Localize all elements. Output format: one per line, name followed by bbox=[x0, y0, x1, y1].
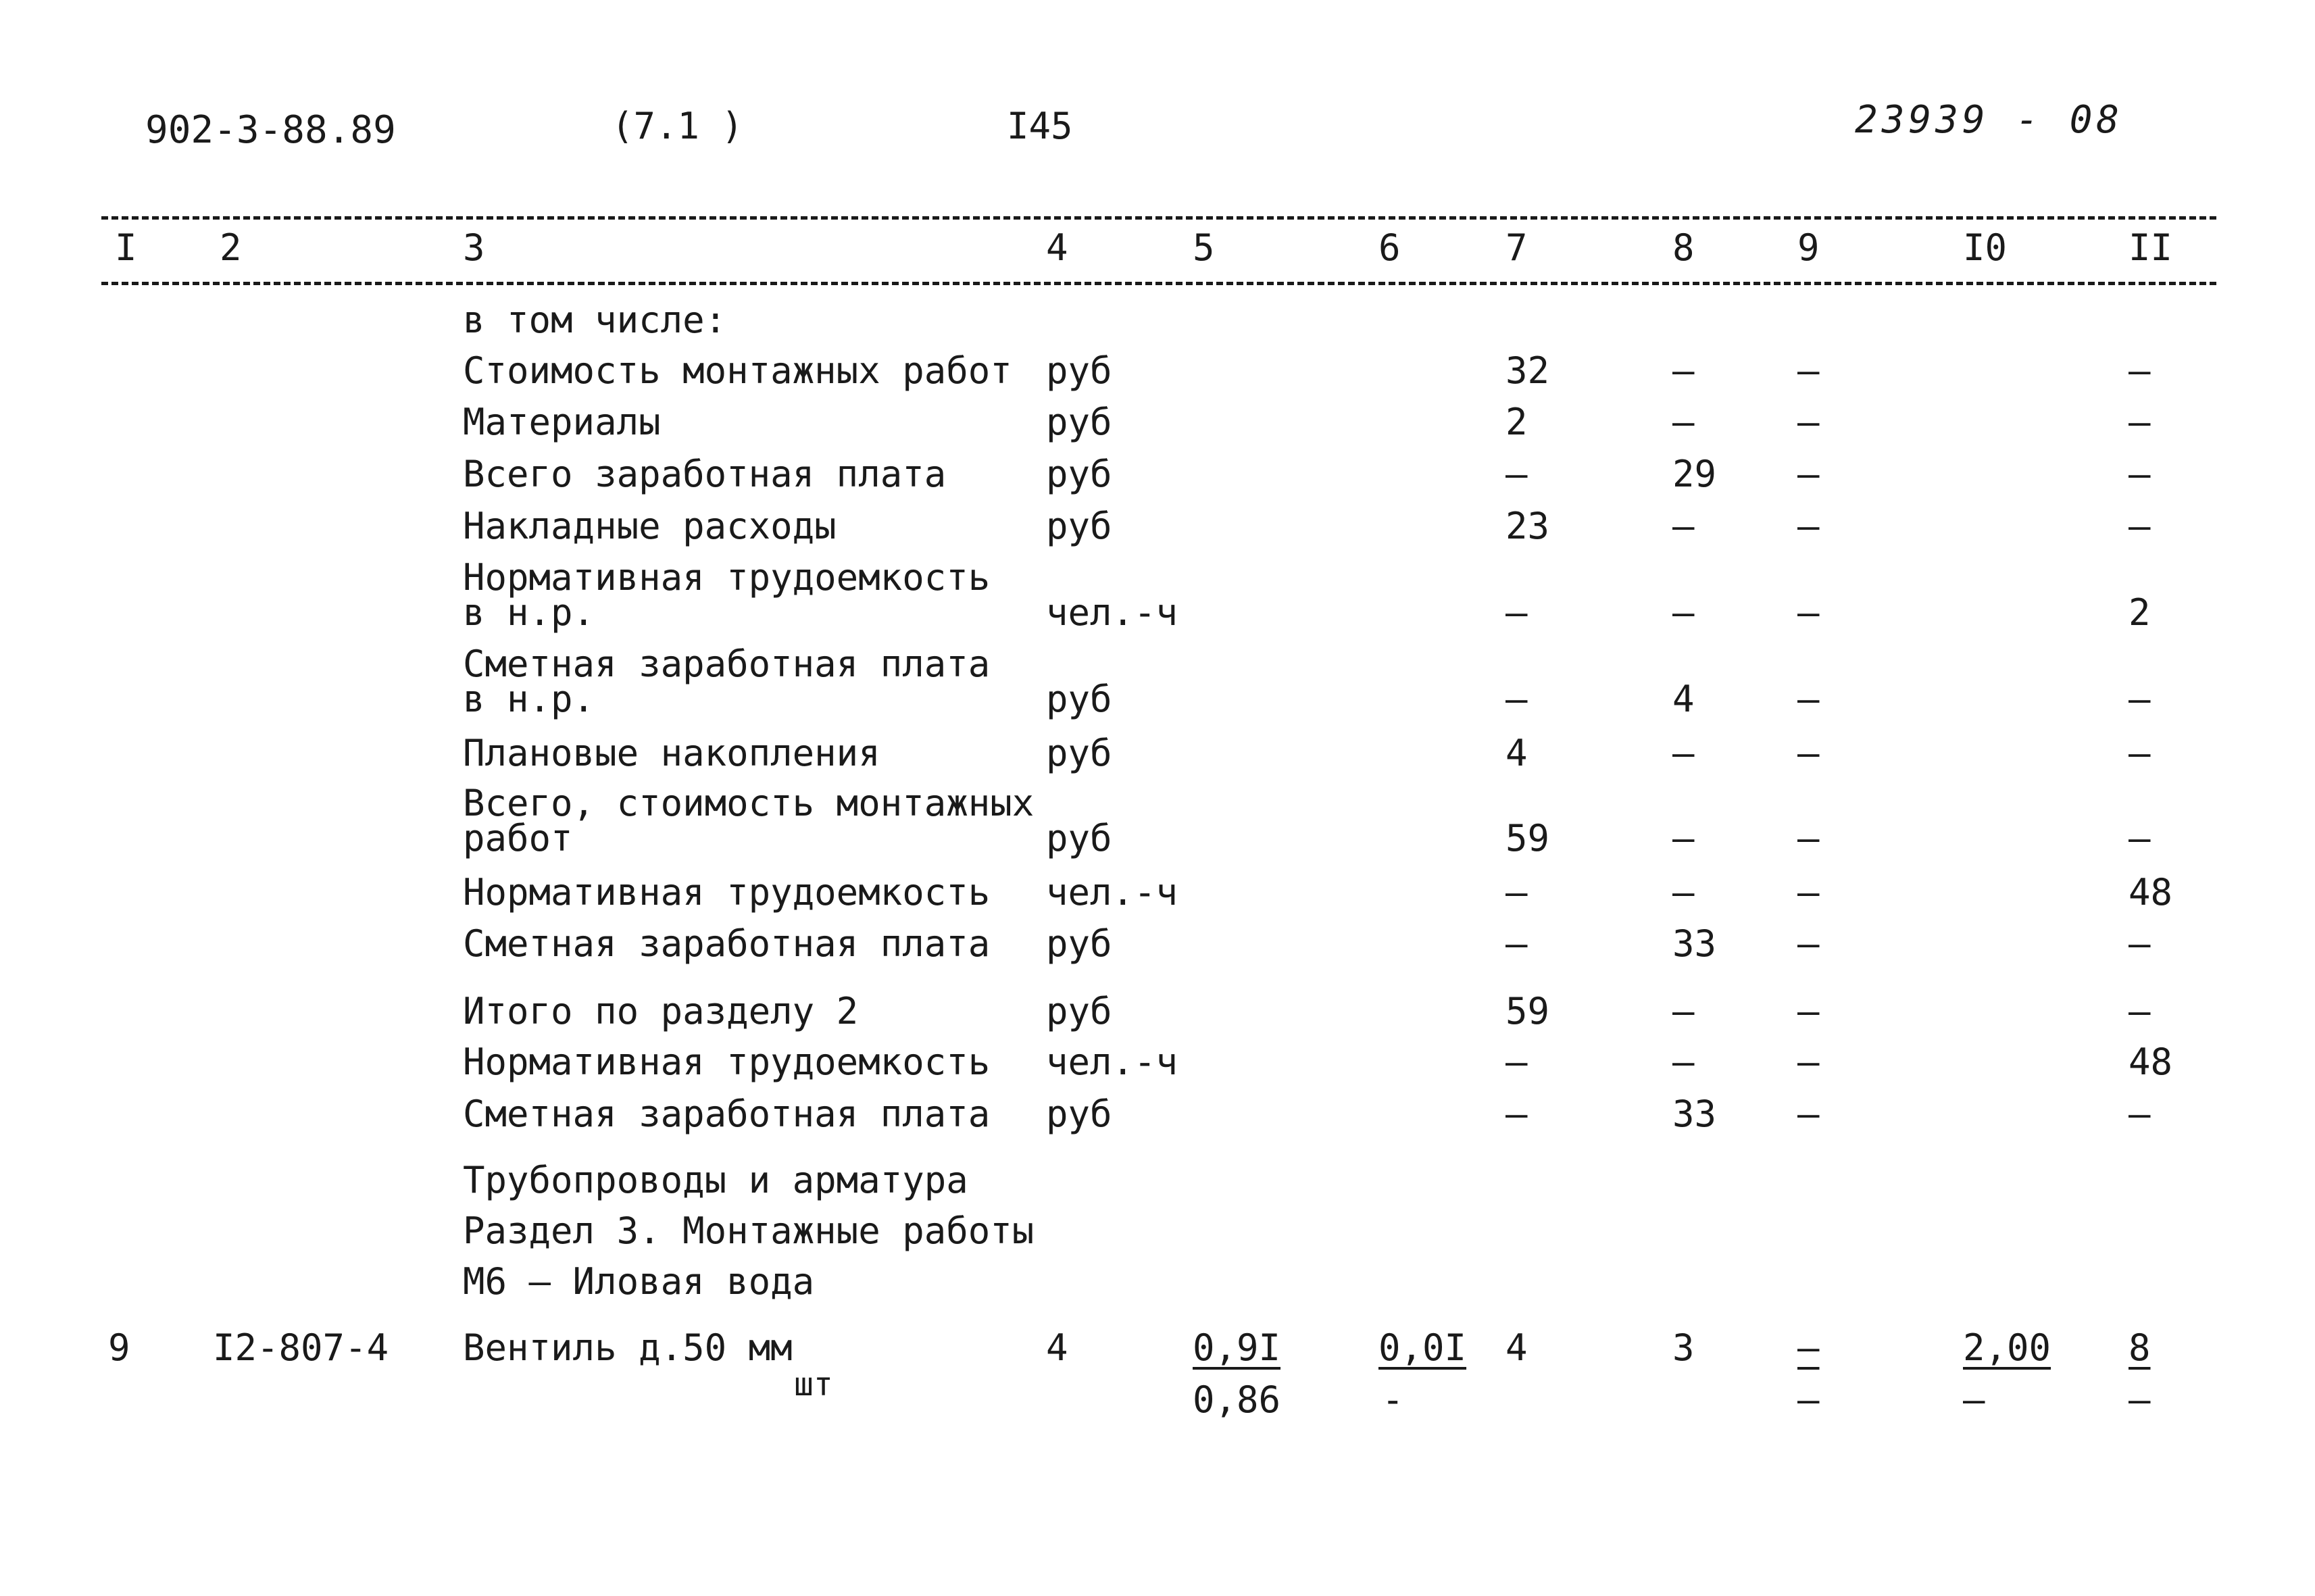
row-label: Итого по разделу 2 bbox=[463, 990, 859, 1032]
column-header-6: 6 bbox=[1378, 226, 1401, 269]
row-col11: – bbox=[2129, 678, 2151, 720]
item-name: Вентиль д.50 мм bbox=[463, 1326, 793, 1369]
row-col8: 33 bbox=[1672, 1093, 1717, 1135]
row-col9: – bbox=[1797, 732, 1820, 774]
column-header-4: 4 bbox=[1046, 226, 1068, 269]
row-label: Сметная заработная плата bbox=[463, 1093, 991, 1135]
row-unit: руб bbox=[1046, 922, 1112, 965]
row-unit: руб bbox=[1046, 817, 1112, 859]
row-label-continued: в н.р. bbox=[463, 591, 595, 634]
column-header-8: 8 bbox=[1672, 226, 1695, 269]
item-col9-bottom: – bbox=[1797, 1378, 1820, 1421]
row-unit: чел.-ч bbox=[1046, 591, 1178, 634]
row-label: Нормативная трудоемкость bbox=[463, 1041, 991, 1083]
row-col8: – bbox=[1672, 401, 1695, 443]
row-unit: руб bbox=[1046, 990, 1112, 1032]
row-col9: – bbox=[1797, 871, 1820, 914]
row-unit: руб bbox=[1046, 505, 1112, 547]
row-col7: – bbox=[1505, 678, 1528, 720]
row-col8: – bbox=[1672, 732, 1695, 774]
row-label: Сметная заработная плата bbox=[463, 643, 991, 685]
row-col11: – bbox=[2129, 349, 2151, 392]
row-col8: – bbox=[1672, 871, 1695, 914]
column-header-1: I bbox=[115, 226, 137, 269]
row-col7: 59 bbox=[1505, 990, 1550, 1032]
item-col9-top: – bbox=[1797, 1326, 1820, 1369]
column-header-10: I0 bbox=[1963, 226, 2008, 269]
row-col8: – bbox=[1672, 505, 1695, 547]
row-col8: 29 bbox=[1672, 453, 1717, 495]
column-header-9: 9 bbox=[1797, 226, 1820, 269]
row-col8: – bbox=[1672, 817, 1695, 859]
row-col9: – bbox=[1797, 1041, 1820, 1083]
item-code: I2-807-4 bbox=[213, 1326, 389, 1369]
item-col8: 3 bbox=[1672, 1326, 1695, 1369]
row-unit: руб bbox=[1046, 401, 1112, 443]
row-label: Всего, стоимость монтажных bbox=[463, 782, 1035, 824]
row-label: Нормативная трудоемкость bbox=[463, 556, 991, 599]
section-subtitle-2: Раздел 3. Монтажные работы bbox=[463, 1210, 1035, 1252]
row-col7: 32 bbox=[1505, 349, 1550, 392]
row-label-continued: работ bbox=[463, 817, 573, 859]
row-col9: – bbox=[1797, 349, 1820, 392]
row-col9: – bbox=[1797, 678, 1820, 720]
header-bottom-rule bbox=[101, 282, 2216, 285]
row-col11: – bbox=[2129, 1093, 2151, 1135]
row-col7: – bbox=[1505, 453, 1528, 495]
row-col11: – bbox=[2129, 401, 2151, 443]
row-unit: чел.-ч bbox=[1046, 871, 1178, 914]
row-col9: – bbox=[1797, 505, 1820, 547]
row-col7: 59 bbox=[1505, 817, 1550, 859]
inventory-number: 23939 - 08 bbox=[1855, 98, 2124, 142]
row-col11: – bbox=[2129, 453, 2151, 495]
header-top-rule bbox=[101, 216, 2216, 220]
item-col5-bottom: 0,86 bbox=[1193, 1378, 1281, 1421]
item-col10-bottom: – bbox=[1963, 1378, 1985, 1421]
row-col7: – bbox=[1505, 591, 1528, 634]
item-col7: 4 bbox=[1505, 1326, 1528, 1369]
row-col9: – bbox=[1797, 990, 1820, 1032]
row-unit: руб bbox=[1046, 732, 1112, 774]
row-col7: 4 bbox=[1505, 732, 1528, 774]
row-col9: – bbox=[1797, 401, 1820, 443]
row-col8: – bbox=[1672, 1041, 1695, 1083]
row-col9: – bbox=[1797, 922, 1820, 965]
item-quantity: 4 bbox=[1046, 1326, 1068, 1369]
row-col9: – bbox=[1797, 817, 1820, 859]
row-unit: чел.-ч bbox=[1046, 1041, 1178, 1083]
row-col9: – bbox=[1797, 453, 1820, 495]
row-unit: руб bbox=[1046, 1093, 1112, 1135]
row-col11: – bbox=[2129, 990, 2151, 1032]
row-label: Материалы bbox=[463, 401, 661, 443]
row-label: в том числе: bbox=[463, 299, 727, 341]
row-label: Плановые накопления bbox=[463, 732, 880, 774]
row-col11: – bbox=[2129, 817, 2151, 859]
item-unit: шт bbox=[794, 1366, 833, 1403]
row-label: Сметная заработная плата bbox=[463, 922, 991, 965]
section-subtitle-3: М6 – Иловая вода bbox=[463, 1260, 815, 1303]
row-unit: руб bbox=[1046, 349, 1112, 392]
item-col11-top: 8 bbox=[2129, 1326, 2151, 1369]
row-col8: 33 bbox=[1672, 922, 1717, 965]
row-col7: 2 bbox=[1505, 401, 1528, 443]
section-subtitle-1: Трубопроводы и арматура bbox=[463, 1159, 968, 1201]
item-col11-bottom: – bbox=[2129, 1378, 2151, 1421]
album-number: (7.1 ) bbox=[612, 105, 744, 147]
column-header-5: 5 bbox=[1193, 226, 1215, 269]
row-unit: руб bbox=[1046, 678, 1112, 720]
row-col11: – bbox=[2129, 922, 2151, 965]
row-col11: – bbox=[2129, 505, 2151, 547]
row-label: Стоимость монтажных работ bbox=[463, 349, 1012, 392]
row-col8: – bbox=[1672, 591, 1695, 634]
row-unit: руб bbox=[1046, 453, 1112, 495]
item-col5-top: 0,9I bbox=[1193, 1326, 1281, 1369]
row-col9: – bbox=[1797, 1093, 1820, 1135]
column-header-3: 3 bbox=[463, 226, 485, 269]
row-col8: 4 bbox=[1672, 678, 1695, 720]
column-header-7: 7 bbox=[1505, 226, 1528, 269]
row-label: Всего заработная плата bbox=[463, 453, 947, 495]
row-col8: – bbox=[1672, 349, 1695, 392]
row-col7: – bbox=[1505, 922, 1528, 965]
row-col8: – bbox=[1672, 990, 1695, 1032]
item-number: 9 bbox=[108, 1326, 130, 1369]
row-col11: 48 bbox=[2129, 871, 2173, 914]
row-col7: – bbox=[1505, 1093, 1528, 1135]
row-col11: – bbox=[2129, 732, 2151, 774]
item-col6-bottom: - bbox=[1382, 1378, 1404, 1421]
row-col9: – bbox=[1797, 591, 1820, 634]
row-col11: 2 bbox=[2129, 591, 2151, 634]
row-label-continued: в н.р. bbox=[463, 678, 595, 720]
document-code: 902-3-88.89 bbox=[145, 108, 396, 152]
row-label: Нормативная трудоемкость bbox=[463, 871, 991, 914]
row-col7: – bbox=[1505, 1041, 1528, 1083]
row-col11: 48 bbox=[2129, 1041, 2173, 1083]
page-number: I45 bbox=[1007, 105, 1073, 147]
row-col7: – bbox=[1505, 871, 1528, 914]
column-header-2: 2 bbox=[220, 226, 242, 269]
item-col10-top: 2,00 bbox=[1963, 1326, 2051, 1369]
row-label: Накладные расходы bbox=[463, 505, 837, 547]
row-col7: 23 bbox=[1505, 505, 1550, 547]
column-header-11: II bbox=[2129, 226, 2173, 269]
item-col6-top: 0,0I bbox=[1378, 1326, 1467, 1369]
